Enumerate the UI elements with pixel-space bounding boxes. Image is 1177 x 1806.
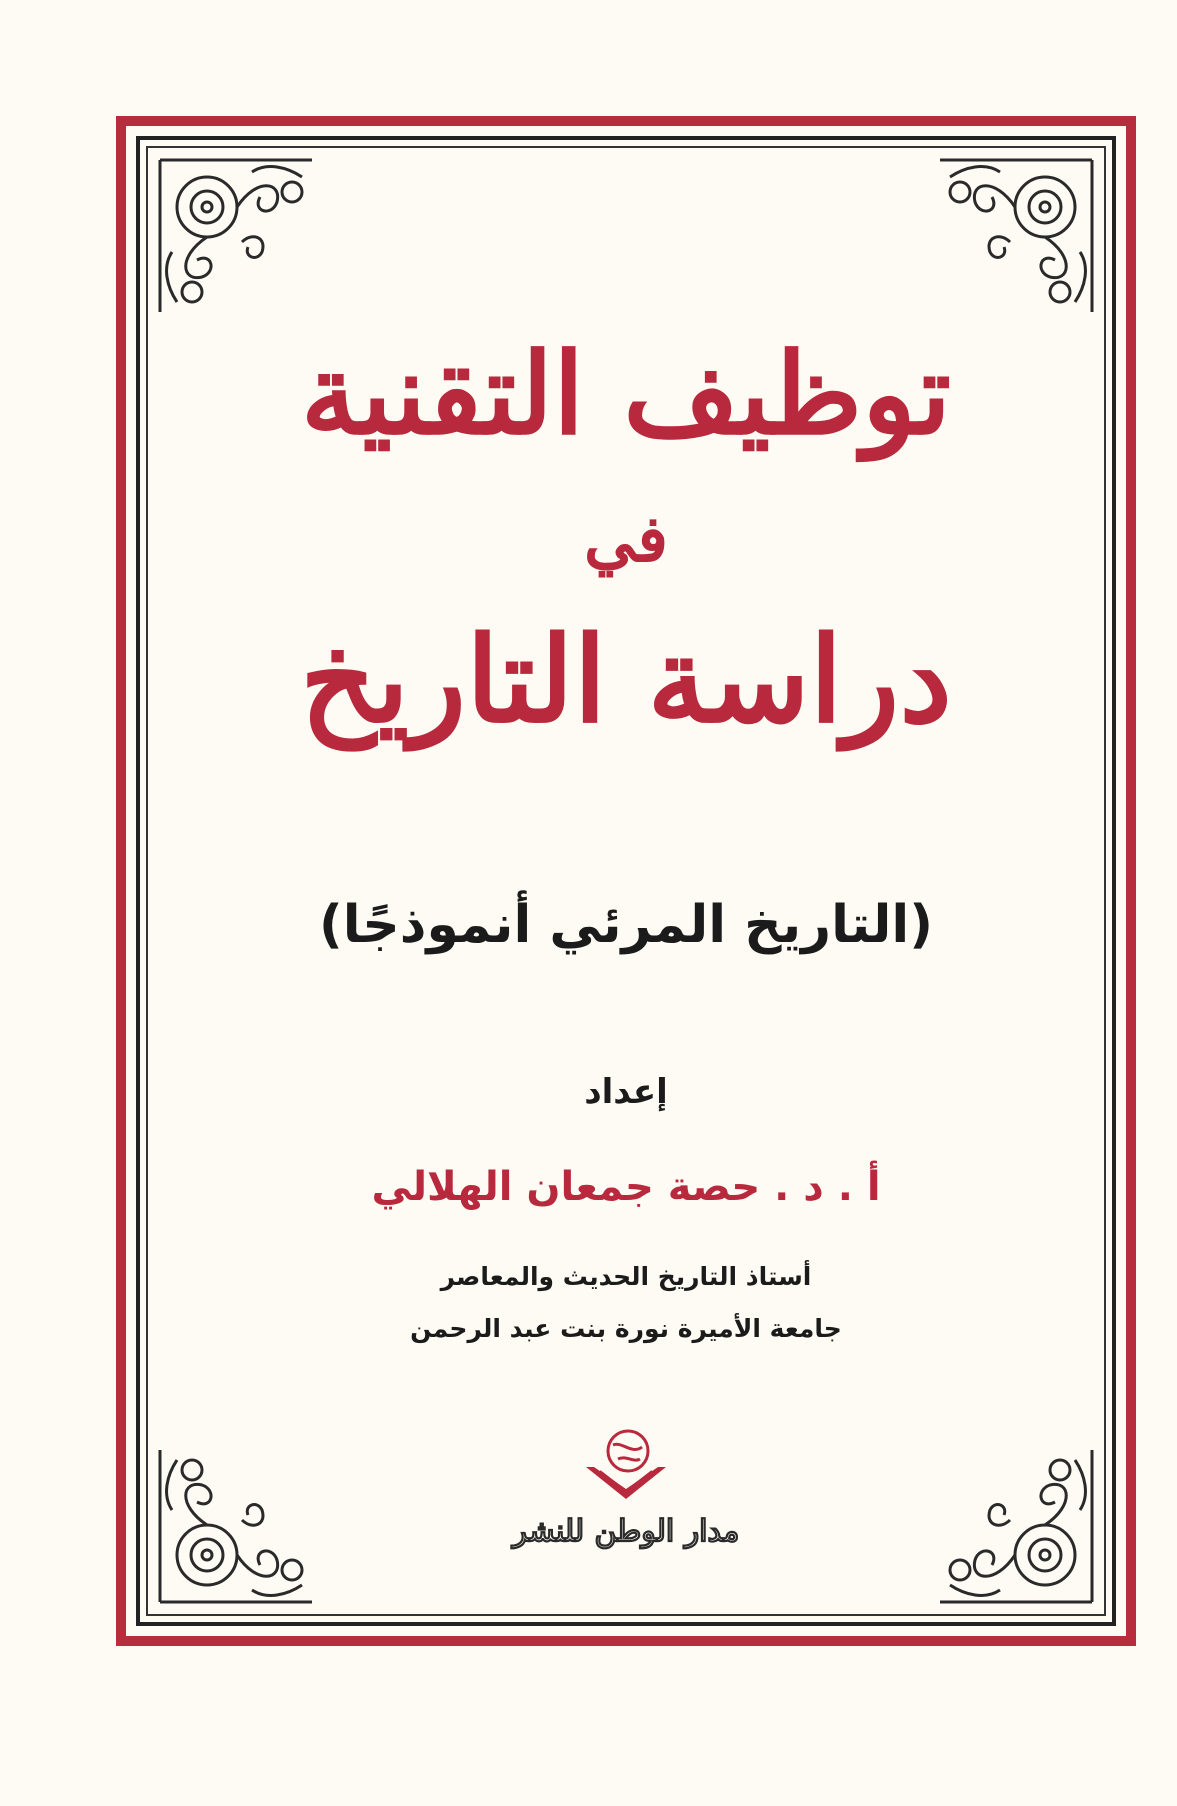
publisher-logo-icon — [580, 1425, 672, 1505]
author-university: جامعة الأميرة نورة بنت عبد الرحمن — [410, 1314, 842, 1343]
title-line-2: في — [584, 502, 668, 577]
cover-content — [160, 160, 1092, 1600]
prepared-by-label: إعداد — [584, 1072, 668, 1112]
title-line-3: دراسة التاريخ — [300, 610, 952, 749]
author-position: أستاذ التاريخ الحديث والمعاصر — [440, 1262, 812, 1291]
publisher-name: مدار الوطن للنشر — [512, 1514, 740, 1549]
author-name: أ . د . حصة جمعان الهلالي — [371, 1164, 881, 1210]
title-line-1: توظيف التقنية — [300, 329, 952, 460]
subtitle: (التاريخ المرئي أنموذجًا) — [319, 895, 933, 955]
